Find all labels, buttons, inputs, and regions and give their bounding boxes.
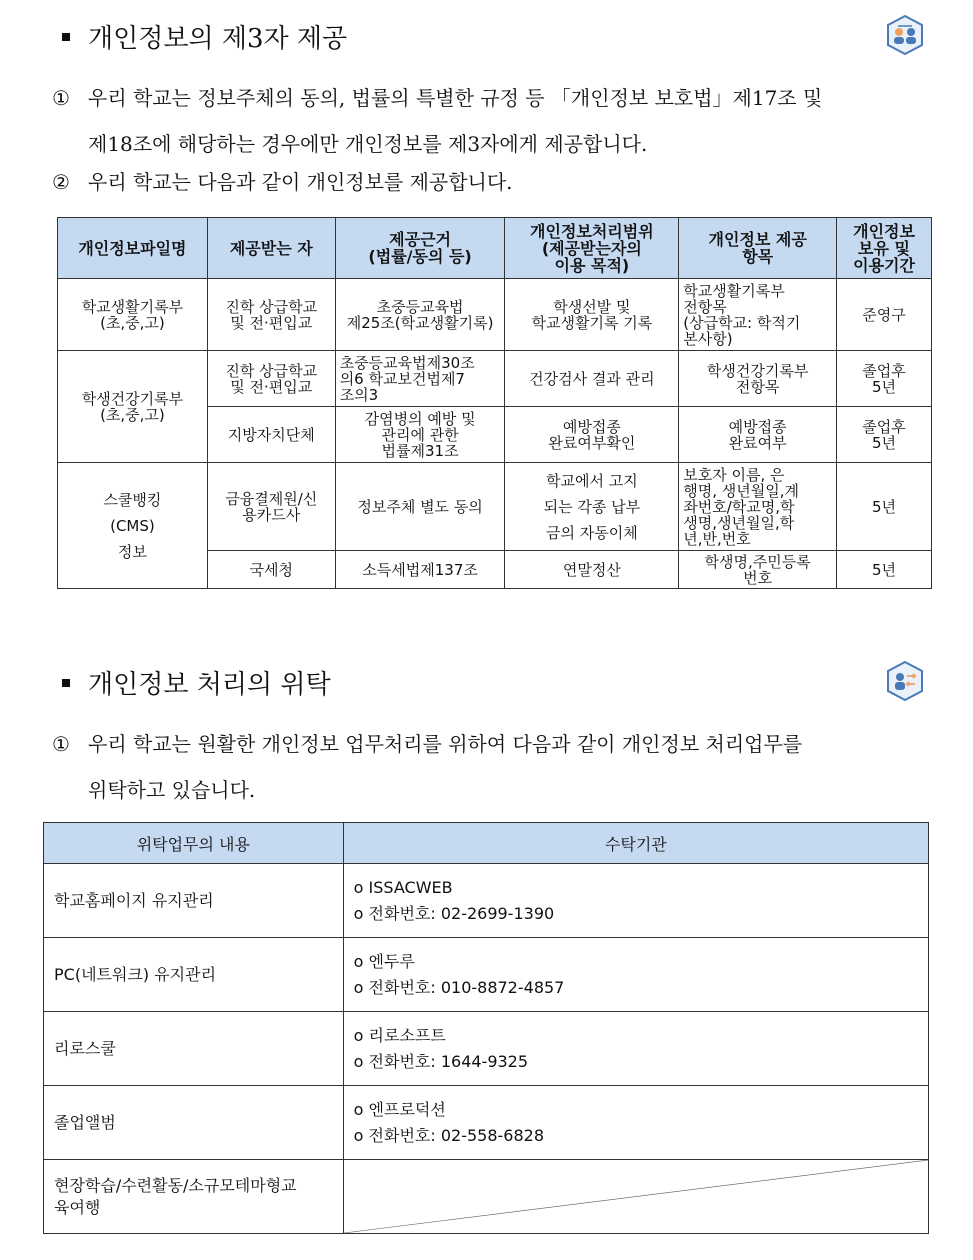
file-name-cell: 학생건강기록부 (초,중,고) <box>58 351 208 463</box>
header-cell: 제공근거 (법률/동의 등) <box>335 218 505 279</box>
task-cell: 학교홈페이지 유지관리 <box>44 864 344 938</box>
items-cell: 학교생활기록부 전항목 (상급학교: 학적기 본사항) <box>679 279 837 351</box>
para-number: ② <box>52 170 70 194</box>
section-title-entrustment <box>62 664 331 701</box>
table-row <box>58 279 932 351</box>
section2-title-text: 개인정보 처리의 위탁 <box>88 670 331 700</box>
recipient-cell: 금융결제원/신 용카드사 <box>207 463 335 551</box>
recipient-cell: 진학 상급학교 및 전·편입교 <box>207 279 335 351</box>
table-header-row <box>58 218 932 279</box>
header-cell: 개인정보처리범위 (제공받는자의 이용 목적) <box>505 218 679 279</box>
purpose-cell: 학교에서 고지 되는 각종 납부 금의 자동이체 <box>505 463 679 551</box>
third-party-table <box>57 217 932 589</box>
basis-cell: 감염병의 예방 및 관리에 관한 법률제31조 <box>335 407 505 463</box>
para-number: ① <box>52 86 70 110</box>
items-cell: 학생명,주민등록 번호 <box>679 551 837 589</box>
table-row <box>44 1086 929 1160</box>
bullet-icon <box>62 33 70 41</box>
para-line: 위탁하고 있습니다. <box>88 778 256 802</box>
header-cell: 개인정보 제공 항목 <box>679 218 837 279</box>
contractor-name: o 리로소프트 <box>353 1025 446 1045</box>
para-line: 우리 학교는 정보주체의 동의, 법률의 특별한 규정 등 「개인정보 보호법」제17조 및 <box>88 86 823 110</box>
contractor-cell <box>343 938 928 1012</box>
empty-contractor-cell <box>343 1160 928 1234</box>
period-cell: 준영구 <box>837 279 932 351</box>
basis-cell: 소득세법제137조 <box>335 551 505 589</box>
items-cell: 학생건강기록부 전항목 <box>679 351 837 407</box>
people-share-icon <box>884 14 926 56</box>
recipient-cell: 국세청 <box>207 551 335 589</box>
task-cell: 현장학습/수련활동/소규모테마형교 육여행 <box>44 1160 344 1234</box>
contractor-phone: o 전화번호: 1644-9325 <box>353 1051 529 1071</box>
recipient-cell: 지방자치단체 <box>207 407 335 463</box>
task-cell: 졸업앨범 <box>44 1086 344 1160</box>
diagonal-slash <box>344 1160 928 1233</box>
contractor-phone: o 전화번호: 02-558-6828 <box>353 1125 544 1145</box>
entrustment-table <box>43 822 929 1234</box>
period-cell: 졸업후 5년 <box>837 351 932 407</box>
section1-title-text: 개인정보의 제3자 제공 <box>88 24 348 54</box>
purpose-cell: 예방접종 완료여부확인 <box>505 407 679 463</box>
para-number: ① <box>52 732 70 756</box>
contractor-phone: o 전화번호: 02-2699-1390 <box>353 903 555 923</box>
task-cell: 리로스쿨 <box>44 1012 344 1086</box>
header-cell: 수탁기관 <box>343 823 928 864</box>
table-row <box>44 938 929 1012</box>
table-row <box>44 1012 929 1086</box>
file-name-cell: 스쿨뱅킹 (CMS) 정보 <box>58 463 208 589</box>
items-cell: 보호자 이름, 은 행명, 생년월일,계 좌번호/학교명,학 생명,생년월일,학 년,반,번호 <box>679 463 837 551</box>
header-cell: 제공받는 자 <box>207 218 335 279</box>
contractor-name: o 엔두루 <box>353 951 415 971</box>
contractor-name: o 엔프로덕션 <box>353 1099 446 1119</box>
purpose-cell: 건강검사 결과 관리 <box>505 351 679 407</box>
people-transfer-icon <box>884 660 926 702</box>
basis-cell: 정보주체 별도 동의 <box>335 463 505 551</box>
bullet-icon <box>62 679 70 687</box>
header-cell: 위탁업무의 내용 <box>44 823 344 864</box>
contractor-name: o ISSACWEB <box>353 877 453 897</box>
header-cell: 개인정보 보유 및 이용기간 <box>837 218 932 279</box>
items-cell: 예방접종 완료여부 <box>679 407 837 463</box>
para-line: 제18조에 해당하는 경우에만 개인정보를 제3자에게 제공합니다. <box>88 132 648 156</box>
task-cell: PC(네트워크) 유지관리 <box>44 938 344 1012</box>
period-cell: 졸업후 5년 <box>837 407 932 463</box>
contractor-phone: o 전화번호: 010-8872-4857 <box>353 977 565 997</box>
contractor-cell <box>343 864 928 938</box>
recipient-cell: 진학 상급학교 및 전·편입교 <box>207 351 335 407</box>
section2-paragraph1 <box>52 724 942 810</box>
table-row <box>44 864 929 938</box>
para-line: 우리 학교는 다음과 같이 개인정보를 제공합니다. <box>88 170 513 194</box>
period-cell: 5년 <box>837 551 932 589</box>
table-header-row <box>44 823 929 864</box>
contractor-cell <box>343 1012 928 1086</box>
header-cell: 개인정보파일명 <box>58 218 208 279</box>
table-row <box>58 463 932 551</box>
file-name-cell: 학교생활기록부 (초,중,고) <box>58 279 208 351</box>
table-row <box>58 351 932 407</box>
purpose-cell: 학생선발 및 학교생활기록 기록 <box>505 279 679 351</box>
purpose-cell: 연말정산 <box>505 551 679 589</box>
para-line: 우리 학교는 원활한 개인정보 업무처리를 위하여 다음과 같이 개인정보 처리업무를 <box>88 732 803 756</box>
table-row <box>44 1160 929 1234</box>
section1-paragraph1 <box>52 78 942 164</box>
basis-cell: 초중등교육법제30조 의6 학교보건법제7 조의3 <box>335 351 505 407</box>
section1-paragraph2 <box>52 162 513 202</box>
section-title-third-party <box>62 18 347 55</box>
basis-cell: 초중등교육법 제25조(학교생활기록) <box>335 279 505 351</box>
contractor-cell <box>343 1086 928 1160</box>
period-cell: 5년 <box>837 463 932 551</box>
